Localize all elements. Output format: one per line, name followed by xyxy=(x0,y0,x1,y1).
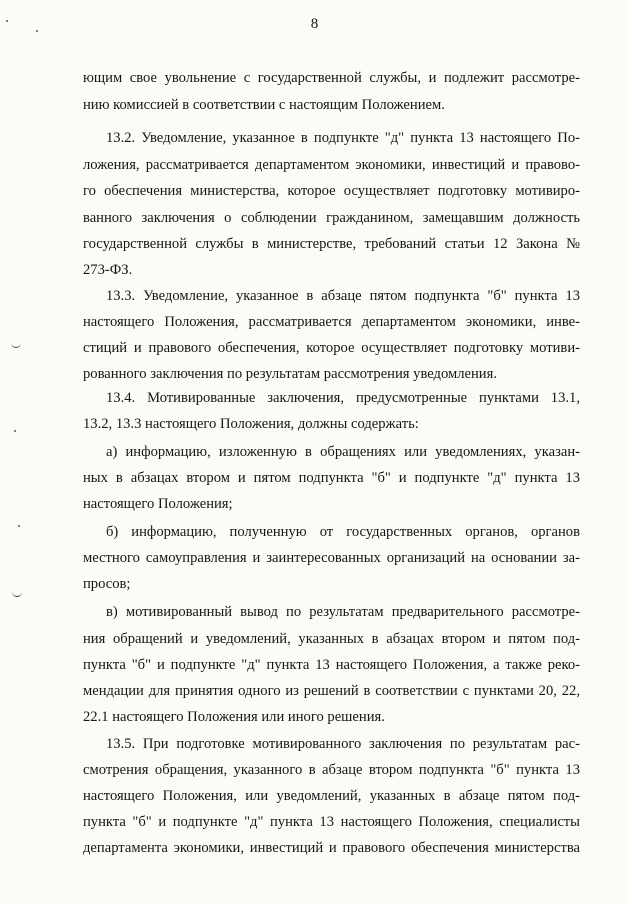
binding-hole-mark xyxy=(11,341,21,348)
text-line: государственной службы в министерстве, требований статьи 12 Закона № xyxy=(83,236,580,252)
text-line: настоящего Положения, или уведомлений, указанных в абзаце пятом под- xyxy=(83,788,580,804)
text-line: рованного заключения по результатам рассмотрения уведомления. xyxy=(83,366,497,382)
text-line: местного самоуправления и заинтересованных организаций на основании за- xyxy=(83,550,580,566)
text-line: 13.2. Уведомление, указанное в подпункте "д" пункта 13 настоящего По- xyxy=(106,130,580,146)
scan-speck xyxy=(36,30,38,32)
text-line: ных в абзацах втором и пятом подпункта "б" и подпункте "д" пункта 13 xyxy=(83,470,580,486)
text-line: ющим свое увольнение с государственной службы, и подлежит рассмотре- xyxy=(83,70,580,86)
text-line: настоящего Положения, рассматривается департаментом экономики, инве- xyxy=(83,314,580,330)
text-line: стиций и правового обеспечения, которое осуществляет подготовку мотиви- xyxy=(83,340,580,356)
text-line: пункта "б" и подпункте "д" пункта 13 настоящего Положения, специалисты xyxy=(83,814,580,830)
text-line: ложения, рассматривается департаментом экономики, инвестиций и правово- xyxy=(83,157,580,173)
scan-speck xyxy=(14,430,16,432)
text-line: мендации для принятия одного из решений в соответствии с пунктами 20, 22, xyxy=(83,683,580,699)
text-line: ния обращений и уведомлений, указанных в абзацах втором и пятом под- xyxy=(83,631,580,647)
page-number: 8 xyxy=(310,16,319,32)
text-line: департамента экономики, инвестиций и правового обеспечения министерства xyxy=(83,840,580,856)
text-line: в) мотивированный вывод по результатам предварительного рассмотре- xyxy=(106,604,580,620)
text-line: 13.2, 13.3 настоящего Положения, должны содержать: xyxy=(83,416,419,432)
text-line: настоящего Положения; xyxy=(83,496,233,512)
scan-speck xyxy=(6,20,8,22)
text-line: пункта "б" и подпункте "д" пункта 13 настоящего Положения, а также реко- xyxy=(83,657,580,673)
text-line: а) информацию, изложенную в обращениях или уведомлениях, указан- xyxy=(106,444,580,460)
binding-hole-mark xyxy=(12,590,22,597)
text-line: 22.1 настоящего Положения или иного решения. xyxy=(83,709,385,725)
text-line: 13.3. Уведомление, указанное в абзаце пятом подпункта "б" пункта 13 xyxy=(106,288,580,304)
scan-speck xyxy=(18,525,20,527)
text-line: нию комиссией в соответствии с настоящим Положением. xyxy=(83,97,445,113)
text-line: ванного заключения о соблюдении гражданином, замещавшим должность xyxy=(83,210,580,226)
text-line: 273-ФЗ. xyxy=(83,262,133,278)
text-line: просов; xyxy=(83,576,131,592)
text-line: 13.4. Мотивированные заключения, предусмотренные пунктами 13.1, xyxy=(106,390,580,406)
text-line: б) информацию, полученную от государственных органов, органов xyxy=(106,524,580,540)
text-line: 13.5. При подготовке мотивированного заключения по результатам рас- xyxy=(106,736,580,752)
text-line: смотрения обращения, указанного в абзаце втором подпункта "б" пункта 13 xyxy=(83,762,580,778)
text-line: го обеспечения министерства, которое осуществляет подготовку мотивиро- xyxy=(83,183,580,199)
